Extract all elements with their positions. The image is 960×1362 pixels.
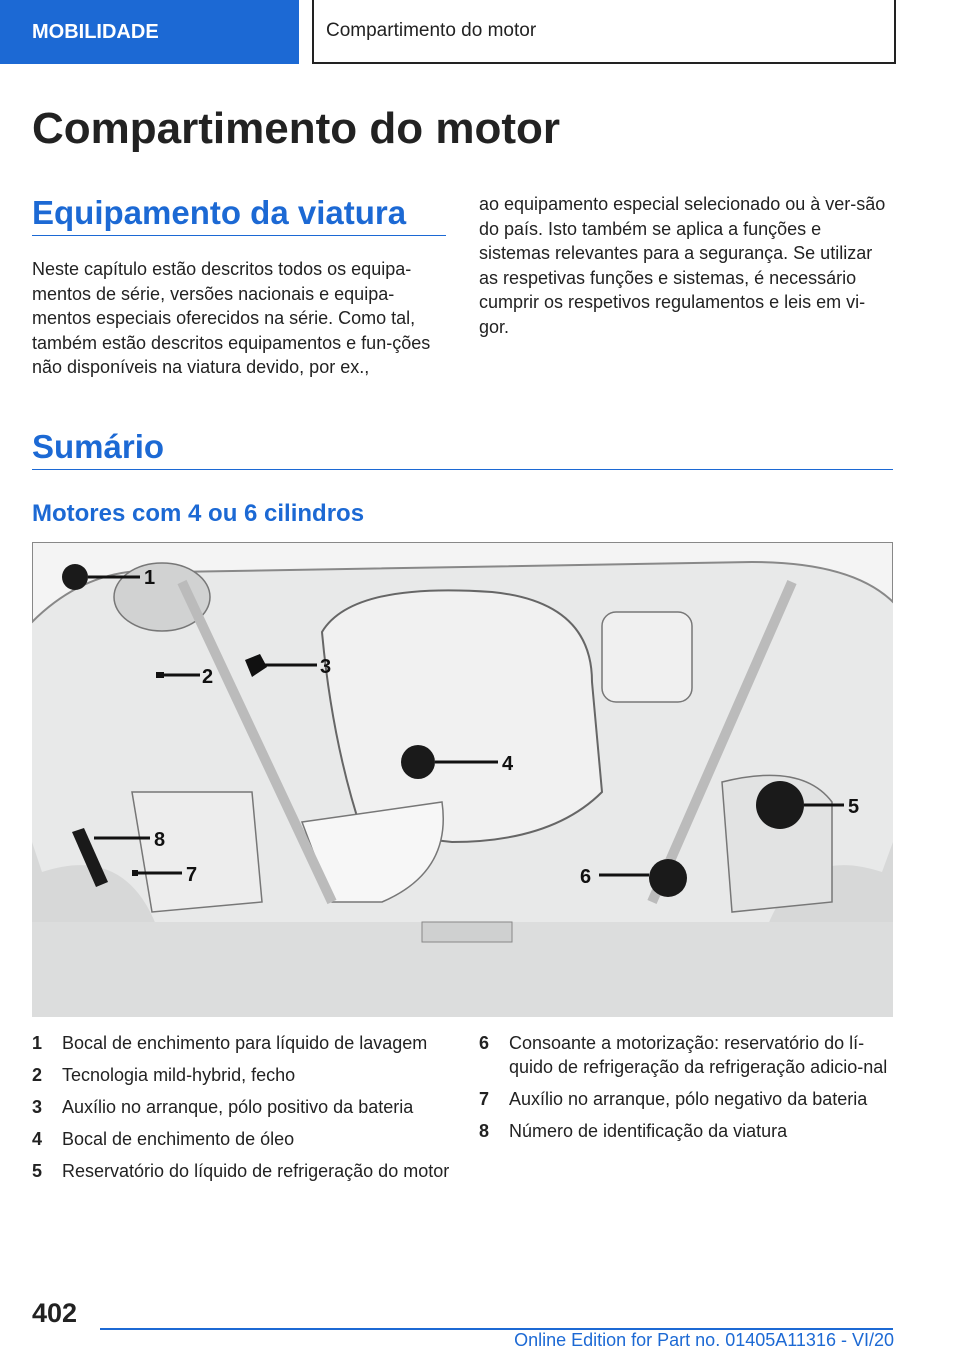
legend-text: Reservatório do líquido de refrigeração do motor [62, 1161, 450, 1181]
legend-number: 2 [32, 1065, 43, 1085]
coolant-cap-5 [756, 781, 804, 829]
legend-text: Bocal de enchimento para líquido de lavagem [62, 1033, 428, 1053]
legend-text: Consoante a motorização: reservatório do lí-quido de refrigeração da refrigeração adicio-nal [509, 1033, 888, 1077]
legend-number: 1 [32, 1033, 43, 1053]
section-rule [32, 235, 446, 236]
legend-right [479, 1031, 893, 1151]
legend-number: 4 [32, 1129, 43, 1149]
legend-item [479, 1031, 893, 1079]
section-heading-summary: Sumário [32, 428, 165, 465]
legend-text: Auxílio no arranque, pólo negativo da bateria [509, 1089, 868, 1109]
chapter-tab: Compartimento do motor [312, 0, 896, 64]
legend-item [32, 1095, 450, 1119]
callout-6: 6 [580, 866, 592, 888]
engine-bay-figure [32, 542, 893, 1017]
intro-text-col2: ao equipamento especial selecionado ou à ver-são do país. Isto também se aplica a funções e sistemas relevantes para a segurança. Se utilizar as respetivas funções e sistemas, é necessário cumprir os respetivos regulamentos e leis em vi-gor. [479, 194, 886, 337]
legend-number: 8 [479, 1121, 490, 1141]
legend-text: Número de identificação da viatura [509, 1121, 788, 1141]
legend-item [479, 1119, 893, 1143]
legend-item [32, 1159, 450, 1183]
legend-item [32, 1063, 450, 1087]
intro-text-col1: Neste capítulo estão descritos todos os equipa-mentos de série, versões nacionais e equipa-mentos especiais oferecidos na série. Como tal, também estão descritos equipamentos e fun-ções não disponíveis na viatura devido, por ex., [32, 259, 431, 377]
callout-3: 3 [320, 656, 332, 678]
legend-text: Auxílio no arranque, pólo positivo da bateria [62, 1097, 414, 1117]
section-heading-equipment: Equipamento da viatura [32, 194, 407, 231]
oil-cap-4 [401, 745, 435, 779]
engine-bay-illustration [32, 542, 893, 1017]
section-rule [32, 469, 893, 470]
legend-number: 3 [32, 1097, 43, 1117]
callout-1: 1 [144, 567, 156, 589]
legend-item [479, 1087, 893, 1111]
legend-item [32, 1127, 450, 1151]
callout-5: 5 [848, 796, 860, 818]
page-number: 402 [32, 1298, 78, 1328]
section-tab: MOBILIDADE [0, 0, 299, 64]
legend-number: 7 [479, 1089, 490, 1109]
edition-footer: Online Edition for Part no. 01405A11316 - VI/20 [514, 1330, 894, 1350]
coolant-cap-6 [649, 859, 687, 897]
callout-2: 2 [202, 666, 214, 688]
callout-4: 4 [502, 753, 514, 775]
legend-text: Tecnologia mild-hybrid, fecho [62, 1065, 296, 1085]
legend-text: Bocal de enchimento de óleo [62, 1129, 295, 1149]
page-title: Compartimento do motor [32, 104, 560, 153]
legend-number: 5 [32, 1161, 43, 1181]
legend-item [32, 1031, 450, 1055]
washer-fluid-cap-1 [62, 564, 88, 590]
legend-number: 6 [479, 1033, 490, 1053]
subheading-engines: Motores com 4 ou 6 cilindros [32, 500, 365, 527]
callout-8: 8 [154, 829, 166, 851]
callout-7: 7 [186, 864, 198, 886]
legend-left [32, 1031, 450, 1191]
